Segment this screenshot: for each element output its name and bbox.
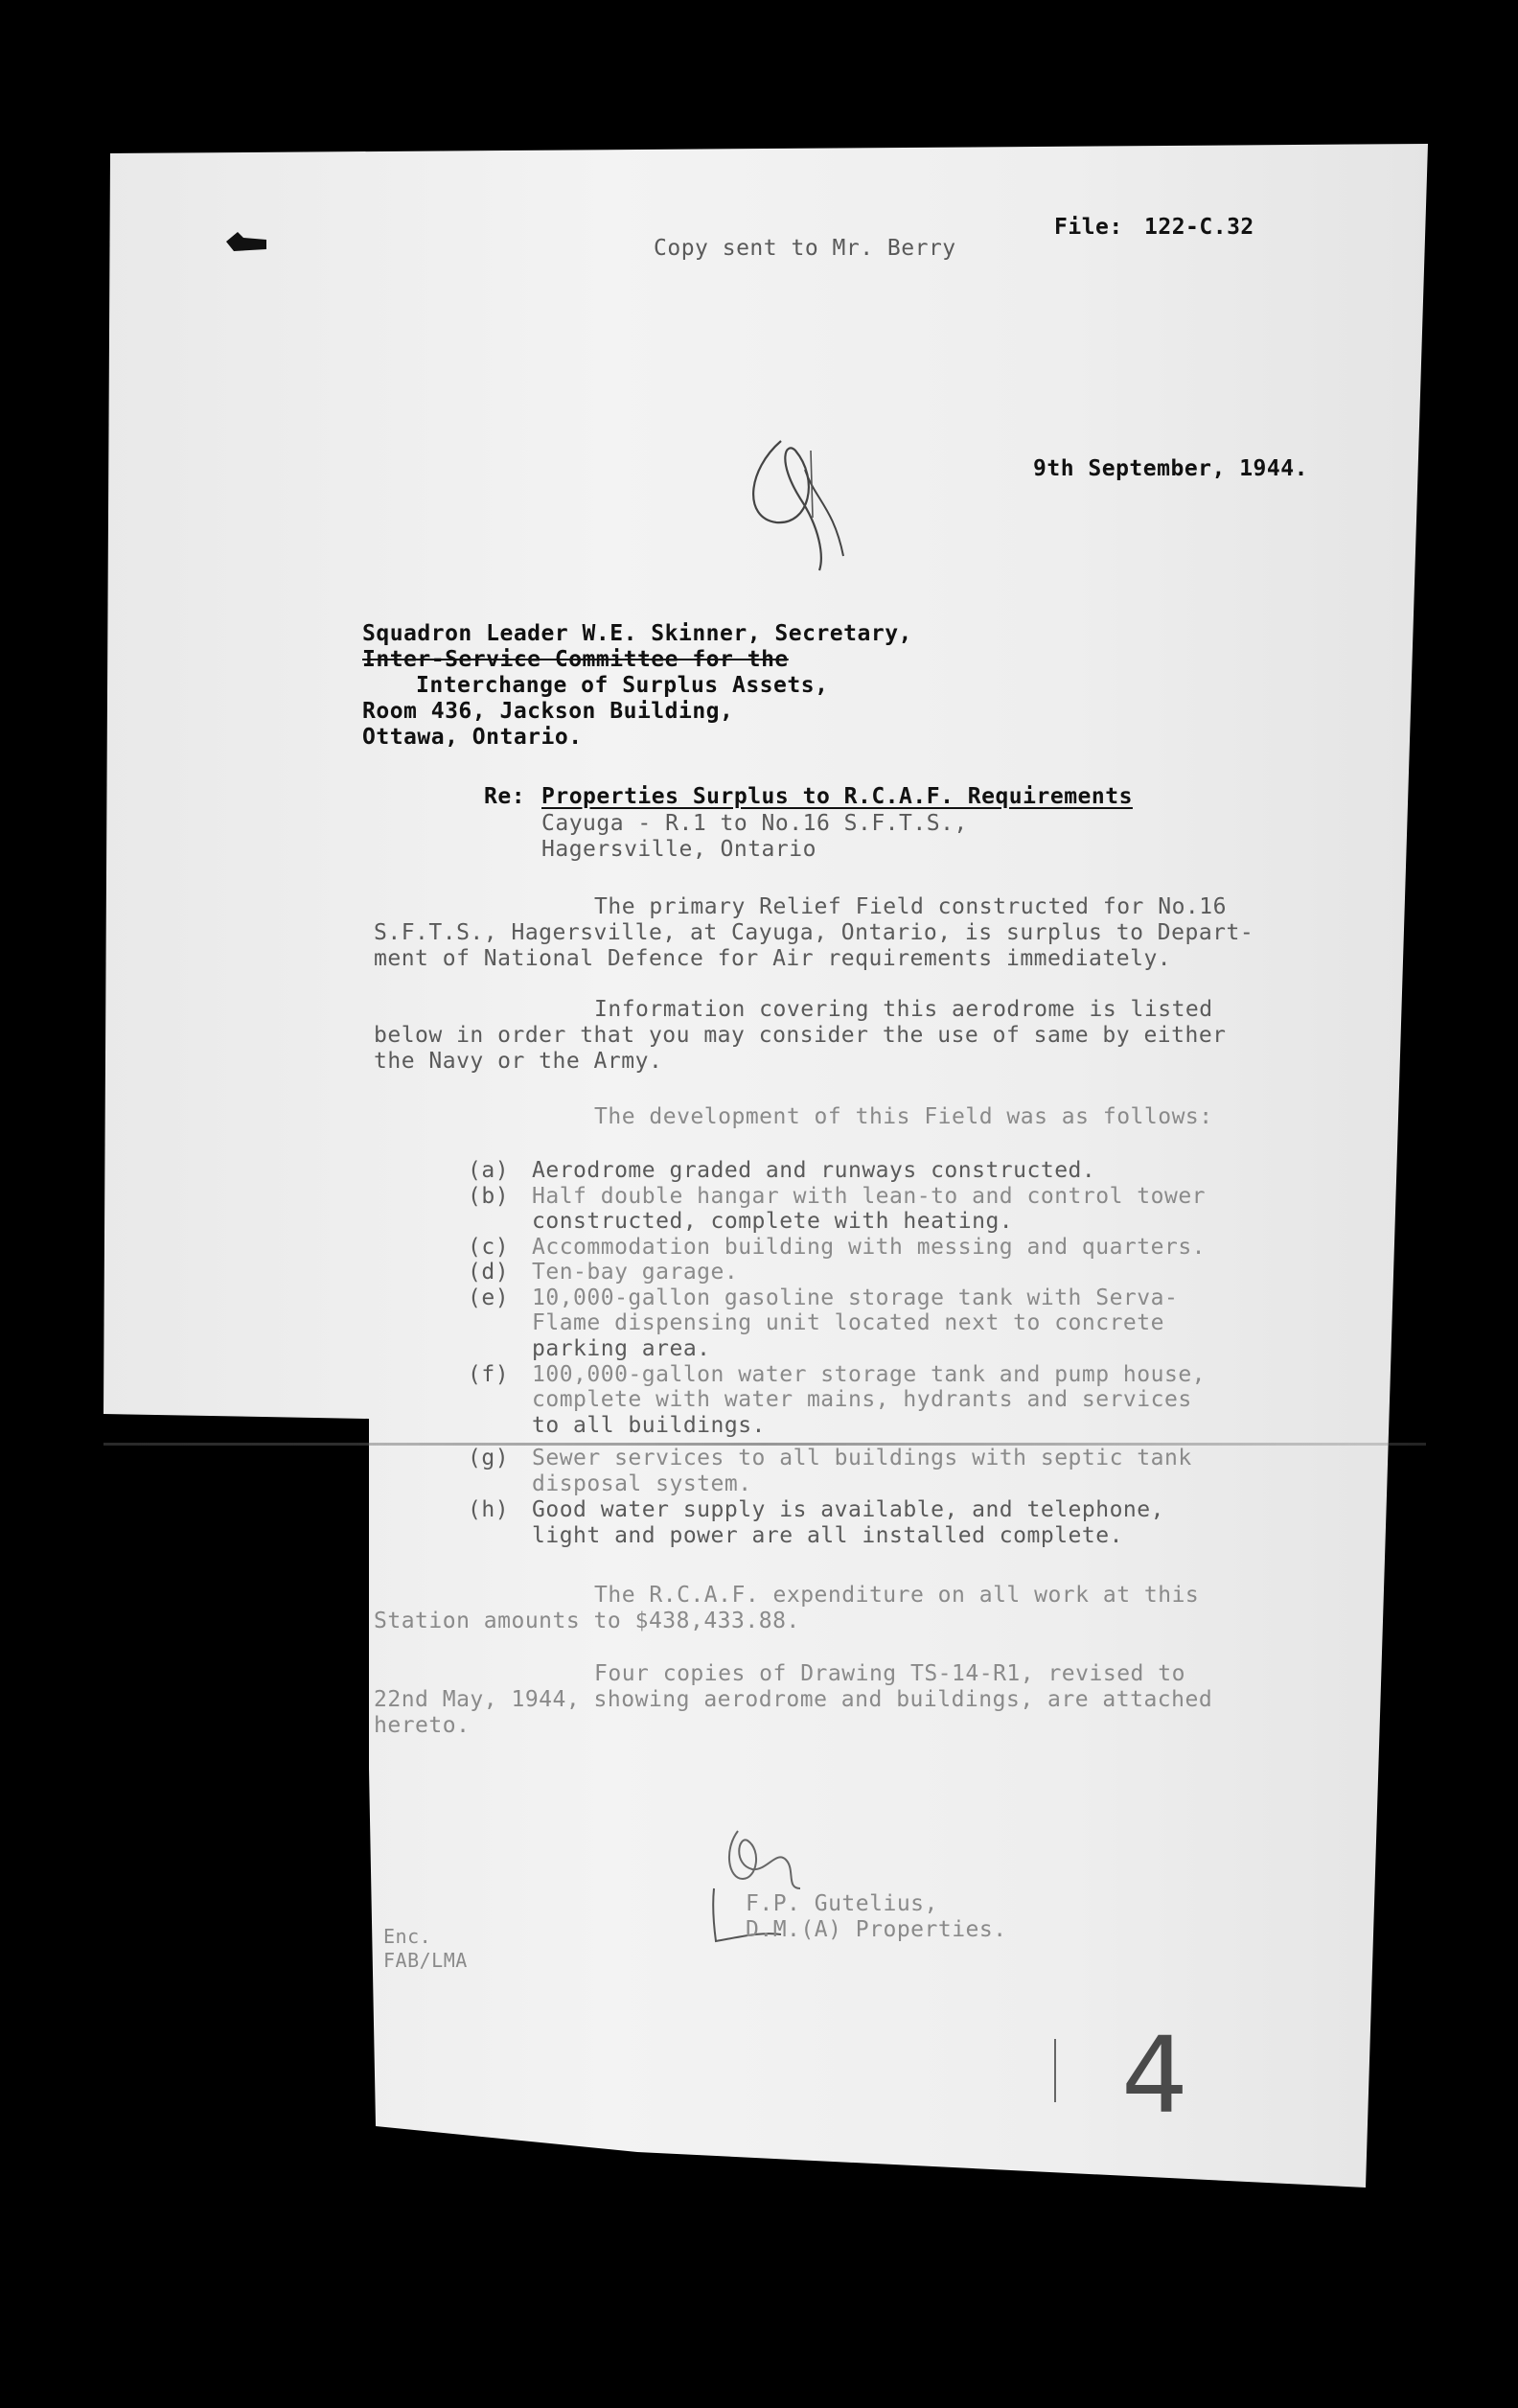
addressee-line-2: Inter-Service Committee for the <box>362 647 789 672</box>
item-f-label: (f) <box>468 1362 510 1387</box>
addressee-line-5: Ottawa, Ontario. <box>362 725 583 750</box>
item-b-line1: Half double hangar with lean-to and control tower <box>532 1184 1207 1209</box>
item-f-line1: 100,000-gallon water storage tank and pump house, <box>532 1362 1207 1387</box>
file-number: 122-C.32 <box>1144 215 1254 240</box>
para3-line1: The development of this Field was as follows: <box>594 1104 1213 1129</box>
addressee-line-4: Room 436, Jackson Building, <box>362 699 734 724</box>
item-g-line1: Sewer services to all buildings with septic tank <box>532 1446 1192 1470</box>
para2-line3: the Navy or the Army. <box>374 1049 663 1074</box>
item-c-line1: Accommodation building with messing and quarters. <box>532 1235 1207 1260</box>
item-h-label: (h) <box>468 1497 510 1522</box>
subject-line-2: Cayuga - R.1 to No.16 S.F.T.S., <box>541 811 968 836</box>
item-c-label: (c) <box>468 1235 510 1260</box>
item-g-line2: disposal system. <box>532 1471 752 1496</box>
para1-line1: The primary Relief Field constructed for No.16 <box>594 894 1227 919</box>
item-b-line2: constructed, complete with heating. <box>532 1209 1014 1234</box>
item-f-line3: to all buildings. <box>532 1413 766 1438</box>
pencil-tick-mark <box>1049 2037 1061 2104</box>
para4-line2: Station amounts to $438,433.88. <box>374 1609 800 1633</box>
item-d-label: (d) <box>468 1260 510 1285</box>
subject-line-1: Properties Surplus to R.C.A.F. Requirements <box>541 784 1133 809</box>
para1-line2: S.F.T.S., Hagersville, at Cayuga, Ontario, is surplus to Depart- <box>374 920 1254 945</box>
reference-initials: FAB/LMA <box>383 1949 468 1972</box>
para2-line1: Information covering this aerodrome is listed <box>594 997 1213 1022</box>
item-e-line1: 10,000-gallon gasoline storage tank with Serva- <box>532 1285 1179 1310</box>
handwritten-initials <box>728 412 862 575</box>
item-a-line1: Aerodrome graded and runways constructed. <box>532 1158 1096 1183</box>
item-b-label: (b) <box>468 1184 510 1209</box>
subject-line-3: Hagersville, Ontario <box>541 837 816 862</box>
para5-line3: hereto. <box>374 1713 471 1738</box>
signatory-name: F.P. Gutelius, <box>746 1891 938 1916</box>
item-d-line1: Ten-bay garage. <box>532 1260 739 1285</box>
item-a-label: (a) <box>468 1158 510 1183</box>
ink-blot-mark <box>224 230 268 253</box>
addressee-line-1: Squadron Leader W.E. Skinner, Secretary, <box>362 621 912 646</box>
item-h-line1: Good water supply is available, and telephone, <box>532 1497 1164 1522</box>
para2-line2: below in order that you may consider the use of same by either <box>374 1023 1227 1048</box>
para1-line3: ment of National Defence for Air requirements immediately. <box>374 946 1172 971</box>
para4-line1: The R.C.A.F. expenditure on all work at this <box>594 1583 1200 1608</box>
copy-note: Copy sent to Mr. Berry <box>654 236 956 261</box>
para5-line2: 22nd May, 1944, showing aerodrome and buildings, are attached <box>374 1687 1213 1712</box>
item-e-line3: parking area. <box>532 1336 711 1361</box>
item-h-line2: light and power are all installed complete. <box>532 1523 1123 1548</box>
item-e-line2: Flame dispensing unit located next to concrete <box>532 1310 1164 1335</box>
file-label: File: <box>1054 215 1123 240</box>
letter-date: 9th September, 1944. <box>1033 456 1308 481</box>
signatory-title: D.M.(A) Properties. <box>746 1917 1007 1942</box>
handwritten-page-number: 4 <box>1121 2014 1189 2137</box>
item-f-line2: complete with water mains, hydrants and services <box>532 1387 1192 1412</box>
enclosure-note: Enc. <box>383 1925 432 1948</box>
re-label: Re: <box>484 784 526 809</box>
item-g-label: (g) <box>468 1446 510 1470</box>
para5-line1: Four copies of Drawing TS-14-R1, revised to <box>594 1661 1185 1686</box>
item-e-label: (e) <box>468 1285 510 1310</box>
addressee-line-3: Interchange of Surplus Assets, <box>416 673 829 698</box>
